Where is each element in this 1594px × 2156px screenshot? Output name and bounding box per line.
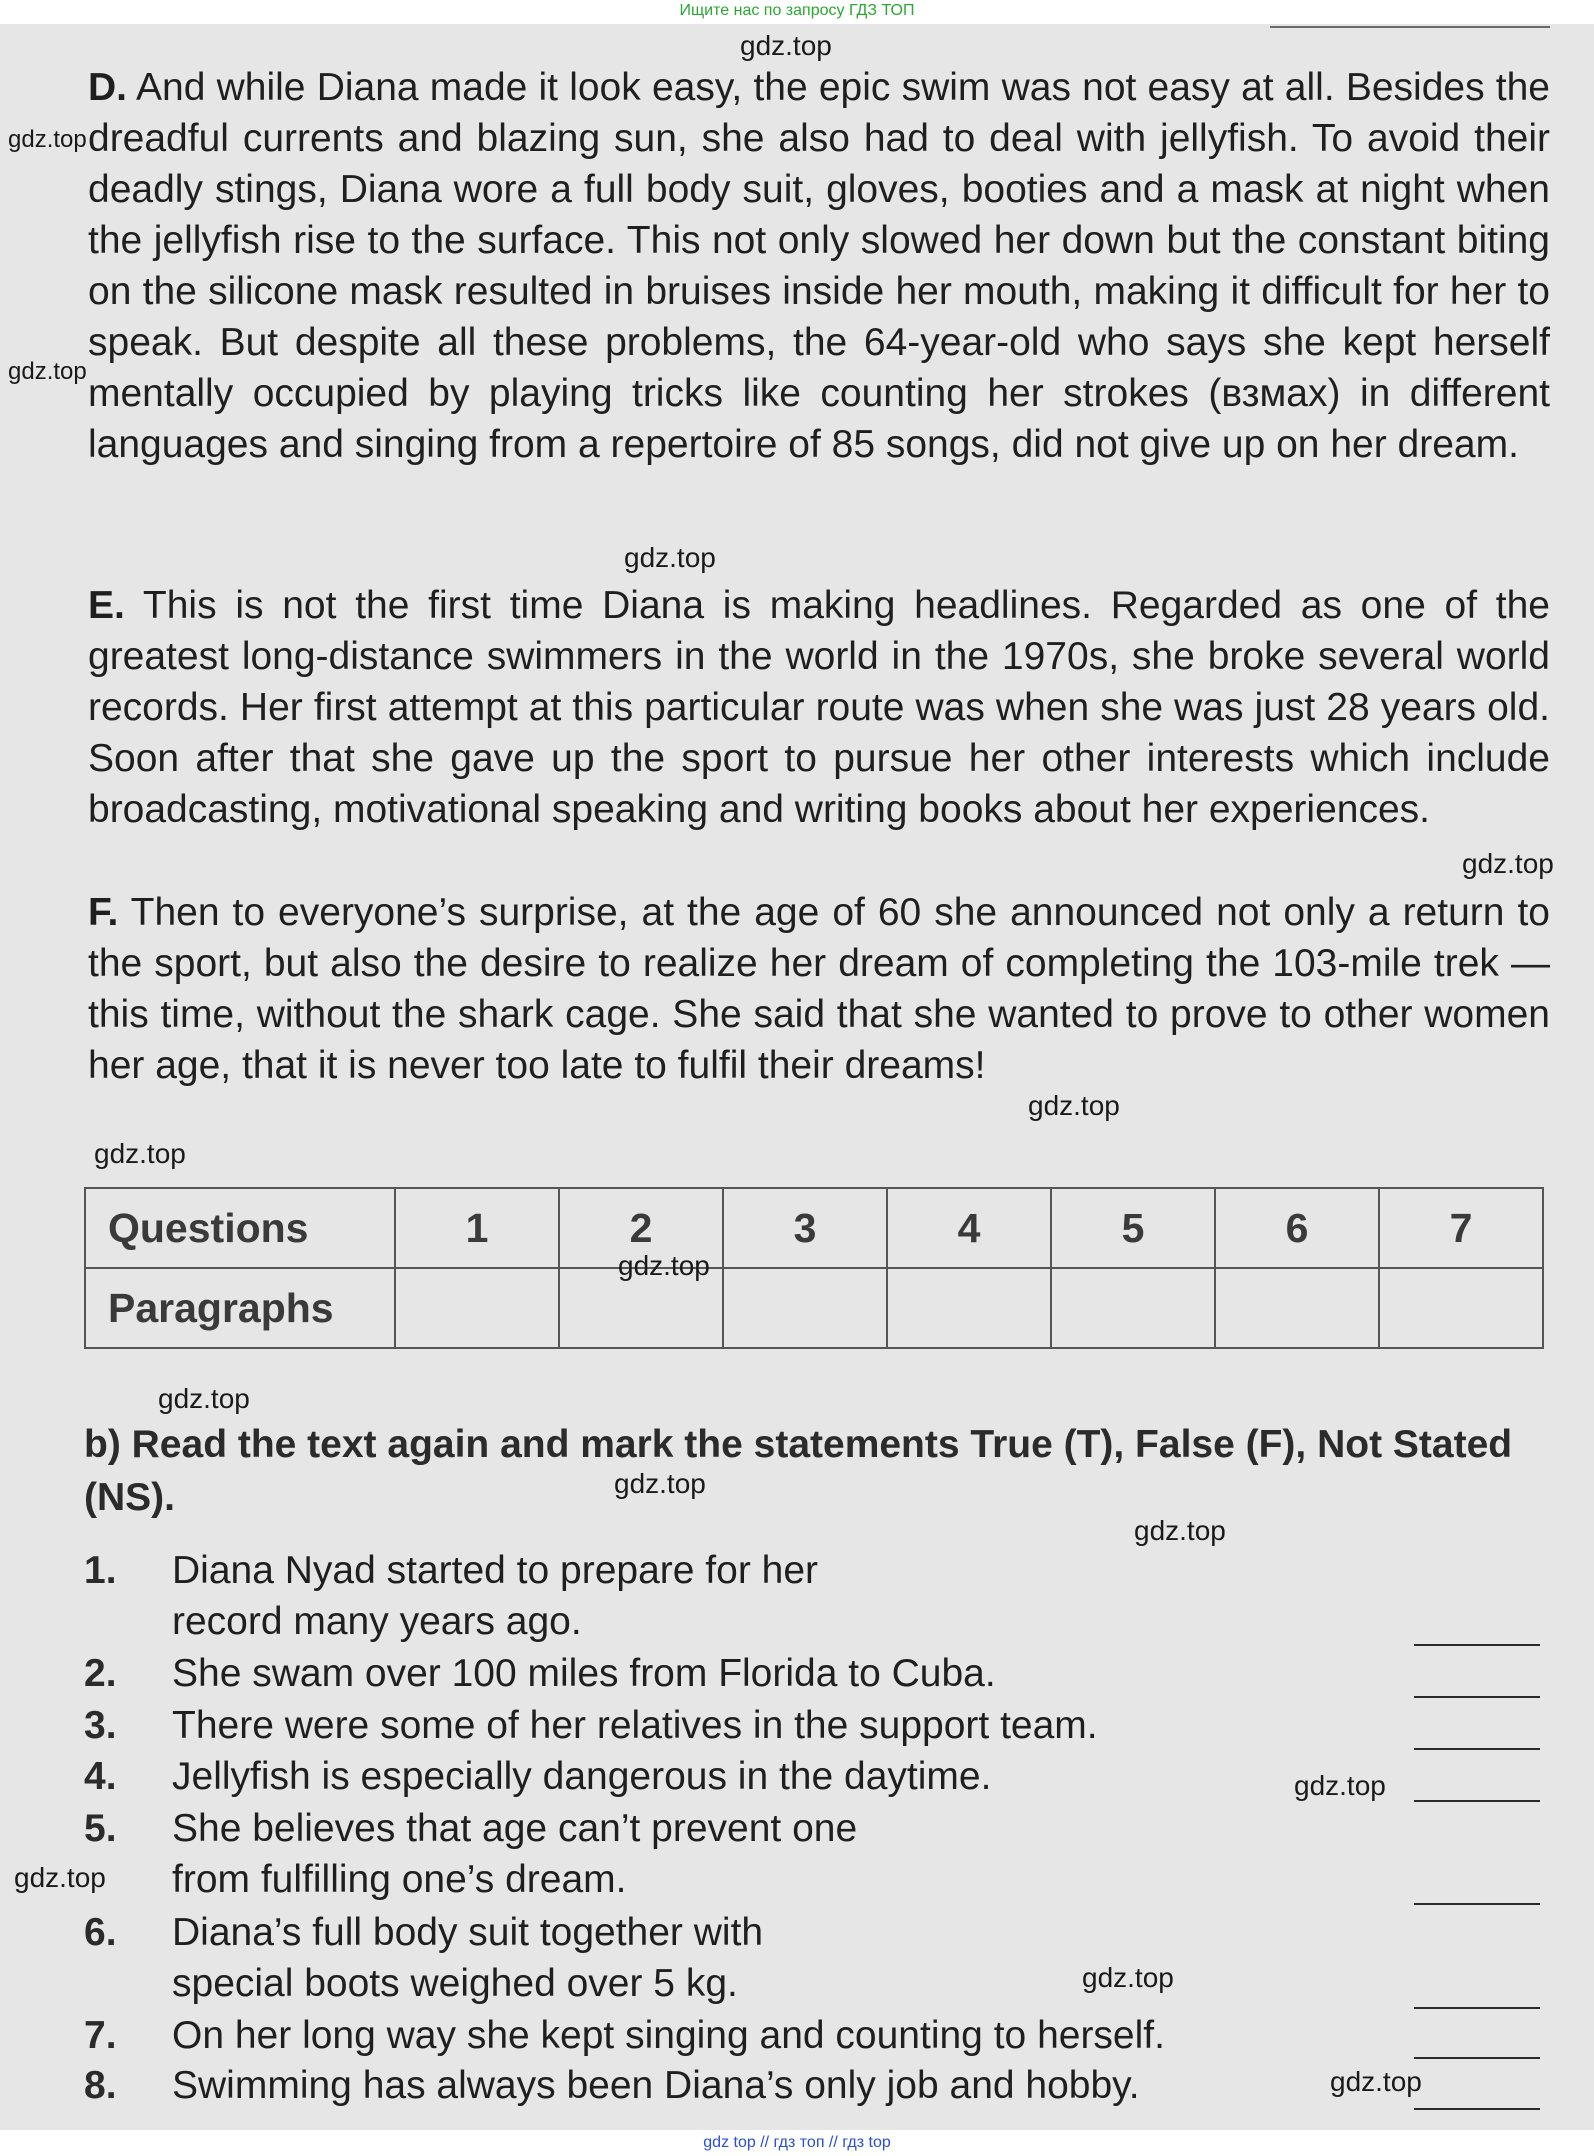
statement-text: There were some of her relatives in the support team. xyxy=(172,1704,1098,1747)
answer-line-3[interactable] xyxy=(1414,1748,1540,1750)
question-number: 2 xyxy=(559,1188,723,1268)
statement-number: 7. xyxy=(84,2014,117,2057)
statement-text: She swam over 100 miles from Florida to Cuba. xyxy=(172,1652,996,1695)
watermark: gdz.top xyxy=(614,1468,706,1499)
matching-table xyxy=(84,1187,1544,1349)
statement-text: Swimming has always been Diana’s only job and hobby. xyxy=(172,2064,1140,2107)
question-number: 7 xyxy=(1379,1188,1543,1268)
statement-number: 3. xyxy=(84,1704,117,1747)
watermark: gdz.top xyxy=(1028,1090,1120,1121)
questions-label: Questions xyxy=(85,1188,395,1268)
watermark: gdz.top xyxy=(158,1383,250,1414)
answer-cell[interactable] xyxy=(887,1268,1051,1348)
statement-number: 1. xyxy=(84,1549,117,1592)
paragraph-f xyxy=(88,887,1550,1091)
answer-line-6[interactable] xyxy=(1414,2007,1540,2009)
statement-number: 4. xyxy=(84,1755,117,1798)
question-number: 6 xyxy=(1215,1188,1379,1268)
paragraph-letter: E. xyxy=(88,584,125,627)
answer-cell[interactable] xyxy=(1215,1268,1379,1348)
statement-number: 2. xyxy=(84,1652,117,1695)
answer-cell[interactable] xyxy=(723,1268,887,1348)
answer-cell[interactable] xyxy=(1379,1268,1543,1348)
question-number: 1 xyxy=(395,1188,559,1268)
watermark: gdz.top xyxy=(14,1862,106,1893)
answer-line-7[interactable] xyxy=(1414,2057,1540,2059)
question-number: 3 xyxy=(723,1188,887,1268)
answer-cell[interactable] xyxy=(1051,1268,1215,1348)
paragraph-text: This is not the first time Diana is making headlines. Regarded as one of the greatest long-distance swimmers in the world in the 1970s, she broke several world records. Her first attempt at this particular route was when she was just 28 years old. Soon after that she gave up the sport to pursue her other interests which include broadcasting, motivational speaking and writing books about her experiences. xyxy=(88,584,1550,831)
watermark: gdz.top xyxy=(1462,848,1554,879)
answer-cell[interactable] xyxy=(395,1268,559,1348)
table-row xyxy=(85,1268,1543,1348)
watermark: gdz.top xyxy=(1082,1962,1174,1993)
answer-line-8[interactable] xyxy=(1414,2108,1540,2110)
answer-line-2[interactable] xyxy=(1414,1696,1540,1698)
statement-text: Jellyfish is especially dangerous in the daytime. xyxy=(172,1755,992,1798)
watermark: gdz.top xyxy=(1330,2066,1422,2097)
question-number: 5 xyxy=(1051,1188,1215,1268)
paragraph-d xyxy=(88,62,1550,470)
paragraphs-label: Paragraphs xyxy=(85,1268,395,1348)
paragraph-letter: D. xyxy=(88,66,127,109)
watermark: gdz.top xyxy=(94,1138,186,1169)
watermark: gdz.top xyxy=(740,30,832,61)
bottom-banner[interactable]: gdz top // гдз топ // гдз top xyxy=(0,2130,1594,2156)
watermark: gdz.top xyxy=(624,542,716,573)
statement-text: She believes that age can’t prevent one from fulfilling one’s dream. xyxy=(172,1807,858,1901)
statement-number: 5. xyxy=(84,1807,117,1850)
watermark: gdz.top xyxy=(1134,1515,1226,1546)
statement-text: Diana Nyad started to prepare for her record many years ago. xyxy=(172,1549,819,1643)
watermark: gdz.top xyxy=(8,358,87,385)
statement-number: 8. xyxy=(84,2064,117,2107)
answer-line-4[interactable] xyxy=(1414,1800,1540,1802)
top-rule xyxy=(1270,26,1550,28)
watermark: gdz.top xyxy=(618,1250,710,1281)
paragraph-e xyxy=(88,580,1550,835)
statement-text: On her long way she kept singing and counting to herself. xyxy=(172,2014,1165,2057)
statement-number: 6. xyxy=(84,1911,117,1954)
watermark: gdz.top xyxy=(1294,1770,1386,1801)
top-banner[interactable]: Ищите нас по запросу ГДЗ ТОП xyxy=(0,0,1594,24)
paragraph-text: Then to everyone’s surprise, at the age of 60 she announced not only a return to the sport, but also the desire to realize her dream of completing the 103-mile trek — this time, without the shark cage. She said that she wanted to prove to other women her age, that it is never too late to fulfil their dreams! xyxy=(88,891,1550,1087)
statement-text: Diana’s full body suit together with special boots weighed over 5 kg. xyxy=(172,1911,764,2005)
paragraph-letter: F. xyxy=(88,891,119,934)
question-number: 4 xyxy=(887,1188,1051,1268)
paragraph-text: And while Diana made it look easy, the epic swim was not easy at all. Besides the dreadful currents and blazing sun, she also had to deal with jellyfish. To avoid their deadly stings, Diana wore a full body suit, gloves, booties and a mask at night when the jellyfish rise to the surface. This not only slowed her down but the constant biting on the silicone mask resulted in bruises inside her mouth, making it difficult for her to speak. But despite all these problems, the 64-year-old who says she kept herself mentally occupied by playing tricks like counting her strokes (взмах) in different languages and singing from a repertoire of 85 songs, did not give up on her dream. xyxy=(88,66,1551,466)
answer-line-5[interactable] xyxy=(1414,1903,1540,1905)
watermark: gdz.top xyxy=(8,126,87,153)
answer-line-1[interactable] xyxy=(1414,1644,1540,1646)
task-b-instruction: b) Read the text again and mark the statements True (T), False (F), Not Stated (NS). xyxy=(84,1423,1513,1519)
table-row xyxy=(85,1188,1543,1268)
